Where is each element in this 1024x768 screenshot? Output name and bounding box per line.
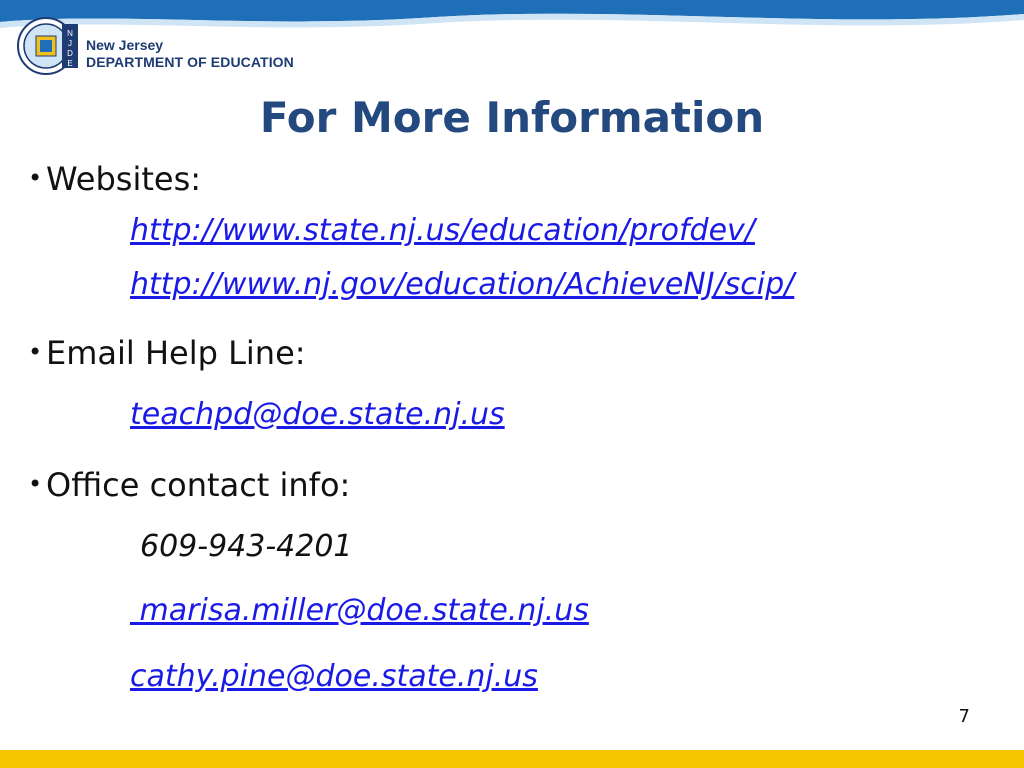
svg-text:E: E <box>67 59 73 68</box>
marisa-miller-email-text[interactable]: marisa.miller@doe.state.nj.us <box>139 593 589 628</box>
org-department-label: DEPARTMENT OF EDUCATION <box>86 54 294 70</box>
list-item-websites <box>28 156 201 201</box>
marisa-miller-email-link[interactable] <box>130 593 589 628</box>
websites-label: Websites: <box>46 160 202 198</box>
email-help-line-label: Email Help Line: <box>46 334 306 372</box>
header-bar <box>0 0 1024 36</box>
page-number: 7 <box>958 706 970 727</box>
bullet-icon: • <box>28 338 43 366</box>
profdev-link[interactable]: http://www.state.nj.us/education/profdev/ <box>130 213 755 248</box>
bullet-icon: • <box>28 164 43 192</box>
teachpd-email-link[interactable]: teachpd@doe.state.nj.us <box>130 397 505 432</box>
header-wave-graphic <box>0 0 1024 36</box>
bullet-icon: • <box>28 470 43 498</box>
nj-doe-seal-icon <box>16 16 80 76</box>
link-row[interactable] <box>130 394 505 436</box>
svg-text:D: D <box>67 49 73 58</box>
scip-link[interactable]: http://www.nj.gov/education/AchieveNJ/scip/ <box>130 267 795 302</box>
list-item-office-contact <box>28 462 350 507</box>
link-row[interactable] <box>130 210 755 252</box>
svg-text:N: N <box>67 29 73 38</box>
list-item-email-help-line <box>28 330 306 375</box>
phone-row <box>140 526 353 568</box>
link-row[interactable] <box>130 264 794 306</box>
link-row[interactable] <box>130 656 538 698</box>
org-state-label: New Jersey <box>86 37 164 53</box>
office-contact-label: Office contact info: <box>46 466 351 504</box>
footer-bar <box>0 750 1024 768</box>
cathy-pine-email-link[interactable]: cathy.pine@doe.state.nj.us <box>130 659 538 694</box>
organization-name <box>86 37 294 71</box>
phone-number: 609-943-4201 <box>140 529 353 564</box>
svg-text:J: J <box>68 39 72 48</box>
slide-title: For More Information <box>259 93 765 142</box>
link-row[interactable] <box>130 590 589 632</box>
